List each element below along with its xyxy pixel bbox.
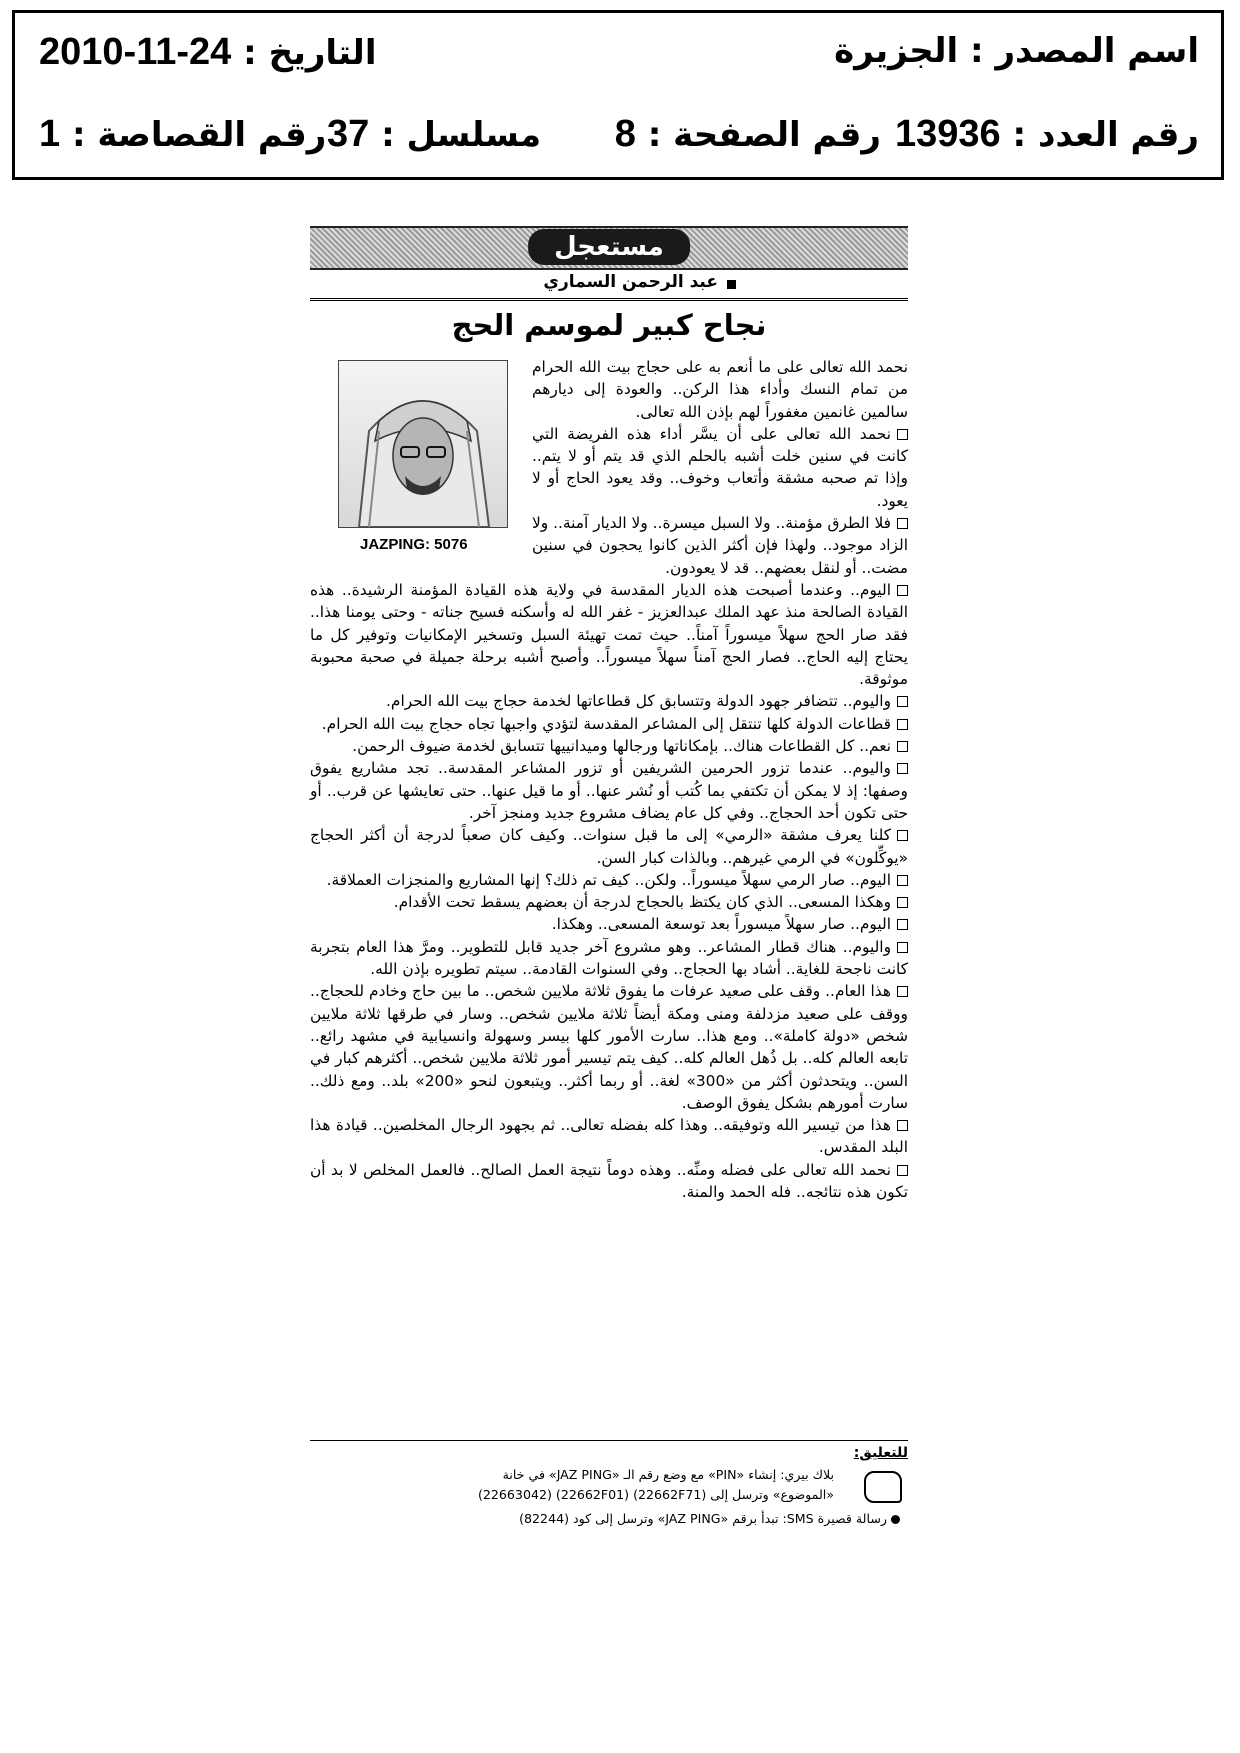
column-banner (310, 226, 908, 270)
bullet-square-icon (897, 763, 908, 774)
paragraph: قطاعات الدولة كلها تنتقل إلى المشاعر المقدسة لتؤدي واجبها تجاه حجاج بيت الله الحرام. (310, 713, 908, 735)
serial-label: مسلسل : (369, 115, 541, 155)
issue-value: 13936 (895, 113, 1001, 155)
blackberry-phone-icon (864, 1471, 902, 1503)
sms-bullet-icon (891, 1515, 900, 1524)
clipping-metadata-box (12, 10, 1224, 180)
serial-value: 37 (326, 113, 370, 155)
paragraph: نحمد الله تعالى على ما أنعم به على حجاج بيت الله الحرام من تمام النسك وأداء هذا الركن.. والعودة إلى ديارهم سالمين غانمين مغفوراً لهم بإذن الله تعالى. (532, 358, 908, 421)
byline-bullet-icon (727, 280, 736, 289)
bullet-square-icon (897, 719, 908, 730)
bullet-square-icon (897, 1165, 908, 1176)
author-name: عبد الرحمن السماري (543, 272, 718, 292)
paragraph: نعم.. كل القطاعات هناك.. بإمكاناتها ورجالها وميدانييها تتسابق لخدمة ضيوف الرحمن. (310, 735, 908, 757)
clip-value: 1 (39, 113, 61, 155)
paragraph: واليوم.. عندما تزور الحرمين الشريفين أو تزور المشاعر المقدسة.. تجد مشاريع يفوق وصفها: إذ لا يمكن أن تكتفي بما كُتب أو نُشر عنها.. أو ما قيل عنها.. حتى تعايشها عن قرب.. أو حتى تكون أحد الحجاج.. وفي كل عام يضاف مشروع جديد ومنجز آخر. (310, 759, 908, 822)
paragraph: هذا من تيسير الله وتوفيقه.. وهذا كله بفضله تعالى.. ثم بجهود الرجال المخلصين.. قيادة هذا البلد المقدس. (310, 1116, 908, 1157)
paragraph: هذا العام.. وقف على صعيد عرفات ما يفوق ثلاثة ملايين شخص.. ما بين حاج وخادم للحجاج.. ووقف على صعيد مزدلفة ومنى ومكة أيضاً ثلاثة ملايين شخص.. وسار في طرقها ثلاثة ملايين شخص «دولة كاملة».. ومع هذا.. سارت الأمور كلها بيسر وسهولة وانسيابية في مشهد رائع.. تابعه العالم كله.. بل ذُهل العالم كله.. كيف يتم تيسير أمور ثلاثة ملايين شخص.. أكثرهم كبار في السن.. ويتحدثون أكثر من «300» لغة.. أو ربما أكثر.. ويتبعون لنحو «200» بلد.. ومع ذلك.. سارت أمورهم بشكل يفوق الوصف. (310, 982, 908, 1112)
article-body (310, 356, 908, 1203)
serial-number (327, 113, 541, 156)
date-label: التاريخ : (231, 33, 377, 73)
bullet-square-icon (897, 518, 908, 529)
clip-date (39, 31, 376, 74)
bullet-square-icon (897, 1120, 908, 1131)
bullet-square-icon (897, 830, 908, 841)
footer-numbers-line: «الموضوع» وترسل إلى (22662F71) (22662F01) (22663042) (477, 1487, 834, 1502)
photo-spacer (310, 356, 532, 552)
date-value: 2010-11-24 (39, 31, 232, 73)
metadata-row-2 (15, 113, 1221, 173)
page-label: رقم الصفحة : (635, 115, 881, 155)
paragraph: واليوم.. تتضافر جهود الدولة وتتسابق كل قطاعاتها لخدمة حجاج بيت الله الحرام. (310, 690, 908, 712)
comment-footer (310, 1440, 908, 1526)
metadata-row-1 (15, 31, 1221, 91)
page-value: 8 (614, 113, 636, 155)
bullet-square-icon (897, 986, 908, 997)
bullet-square-icon (897, 942, 908, 953)
paragraph: نحمد الله تعالى على أن يسَّر أداء هذه الفريضة التي كانت في سنين خلت أشبه بالحلم الذي قد يتم أو لا يتم.. وإذا تم صحبه مشقة وأتعاب وخوف.. وقد يعود الحاج أو لا يعود. (532, 424, 908, 510)
paragraph: اليوم.. صار سهلاً ميسوراً بعد توسعة المسعى.. وهكذا. (310, 913, 908, 935)
bullet-square-icon (897, 741, 908, 752)
photo-credit: JAZPING: 5076 (360, 536, 468, 553)
column-title: مستعجل (528, 229, 690, 265)
issue-label: رقم العدد : (1000, 115, 1199, 155)
bullet-square-icon (897, 919, 908, 930)
footer-sms-line: رسالة قصيرة SMS: تبدأ برقم «JAZ PING» وترسل إلى كود (82244) (519, 1511, 900, 1526)
paragraph: نحمد الله تعالى على فضله ومنِّه.. وهذه دوماً نتيجة العمل الصالح.. فالعمل المخلص لا بد أن تكون هذه نتائجه.. فله الحمد والمنة. (310, 1160, 908, 1201)
article-headline: نجاح كبير لموسم الحج (451, 308, 767, 342)
paragraph: اليوم.. صار الرمي سهلاً ميسوراً.. ولكن.. كيف تم ذلك؟ إنها المشاريع والمنجزات العملاقة. (310, 869, 908, 891)
paragraph: واليوم.. هناك قطار المشاعر.. وهو مشروع آخر جديد قابل للتطوير.. ومرَّ هذا العام بتجربة كانت ناجحة للغاية.. أشاد بها الحجاج.. وفي السنوات القادمة.. سيتم تطويره بإذن الله. (310, 937, 908, 979)
paragraph: وهكذا المسعى.. الذي كان يكتظ بالحجاج لدرجة أن بعضهم يسقط تحت الأقدام. (310, 891, 908, 913)
footer-title: للتعليق: (853, 1445, 908, 1461)
footer-blackberry-line: بلاك بيري: إنشاء «PIN» مع وضع رقم الـ «JAZ PING» في خانة (502, 1467, 834, 1482)
bullet-square-icon (897, 429, 908, 440)
clip-number (39, 113, 326, 156)
paragraph: كلنا يعرف مشقة «الرمي» إلى ما قبل سنوات.. وكيف كان صعباً لدرجة أن أكثر الحجاج «يوكِّلون» في الرمي غيرهم.. وبالذات كبار السن. (310, 826, 908, 867)
page-number (615, 113, 881, 156)
bullet-square-icon (897, 585, 908, 596)
bullet-square-icon (897, 897, 908, 908)
byline (310, 272, 908, 301)
newspaper-clipping (310, 226, 908, 1753)
paragraph: فلا الطرق مؤمنة.. ولا السبل ميسرة.. ولا الديار آمنة.. ولا الزاد موجود.. ولهذا فإن أكثر الذين كانوا يحجون في سنين مضت.. أو لنقل بعضهم.. قد لا يعودون. (532, 514, 908, 577)
clip-label: رقم القصاصة : (60, 115, 327, 155)
source-name: اسم المصدر : الجزيرة (834, 31, 1199, 71)
bullet-square-icon (897, 875, 908, 886)
bullet-square-icon (897, 696, 908, 707)
issue-number (895, 113, 1199, 156)
paragraph: اليوم.. وعندما أصبحت هذه الديار المقدسة في ولاية هذه القيادة المؤمنة الرشيدة.. هذه القيادة الصالحة منذ عهد الملك عبدالعزيز - غفر الله له وأسكنه فسيح جناته - وحتى يومنا هذا.. فقد صار الحج سهلاً ميسوراً آمناً.. حيث تمت تهيئة السبل وتسخير الإمكانيات وتوفير كل ما يحتاج إليه الحاج.. فصار الحج آمناً سهلاً ميسوراً.. وأصبح أشبه برحلة جميلة في صحبة محبوبة موثوقة. (310, 580, 908, 689)
